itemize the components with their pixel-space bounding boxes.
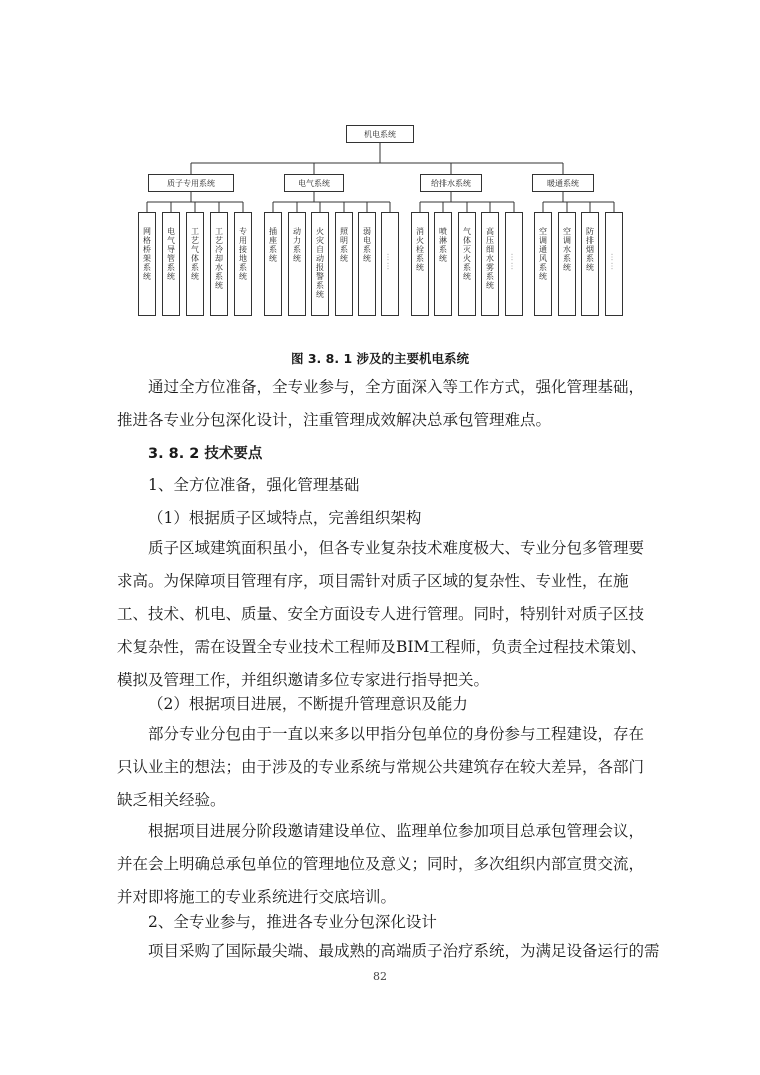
group-proton: 质子专用系统: [148, 174, 234, 192]
paragraph: 质子区域建筑面积虽小，但各专业复杂技术难度极大、专业分包多管理要求高。为保障项目管理有序，项目需针对质子区域的复杂性、专业性，在施工、技术、机电、质量、安全方面设专人进行管理。同时，特别针对质子区技术复杂性，需在设置全专业技术工程师及BIM工程师，负责全过程技术策划、模拟及管理工作，并组织邀请多位专家进行指导把关。: [117, 539, 647, 689]
paragraph: 项目采购了国际最尖端、最成熟的高端质子治疗系统，为满足设备运行的需: [148, 942, 660, 960]
root-node: 机电系统: [346, 125, 414, 143]
leaf-node: 火灾自动报警系统: [311, 212, 329, 316]
leaf-node-ellipsis: ……: [605, 212, 623, 316]
subheading: 1、全方位准备，强化管理基础: [148, 476, 360, 494]
leaf-node: 高压细水雾系统: [481, 212, 499, 316]
mep-system-diagram: [0, 0, 760, 340]
paragraph: 部分专业分包由于一直以来多以甲指分包单位的身份参与工程建设，存在只认业主的想法；由于涉及的专业系统与常规公共建筑存在较大差异，各部门缺乏相关经验。: [117, 725, 645, 809]
leaf-node: 电气导管系统: [162, 212, 180, 316]
leaf-node: 网格桥架系统: [138, 212, 156, 316]
leaf-node: 防排烟系统: [581, 212, 599, 316]
leaf-node: 工艺气体系统: [186, 212, 204, 316]
leaf-node: 专用接地系统: [234, 212, 252, 316]
leaf-node: 气体灭火系统: [458, 212, 476, 316]
leaf-node: 空调通风系统: [534, 212, 552, 316]
leaf-node: 动力系统: [288, 212, 306, 316]
group-plumbing: 给排水系统: [420, 174, 482, 192]
leaf-node: 工艺冷却水系统: [210, 212, 228, 316]
page-number: 82: [373, 970, 387, 983]
group-electrical: 电气系统: [284, 174, 344, 192]
group-hvac: 暖通系统: [532, 174, 594, 192]
leaf-node: 插座系统: [264, 212, 282, 316]
subheading: （2）根据项目进展，不断提升管理意识及能力: [148, 695, 468, 713]
leaf-node: 喷淋系统: [434, 212, 452, 316]
subheading: （1）根据质子区域特点，完善组织架构: [148, 509, 422, 527]
figure-caption: 图 3. 8. 1 涉及的主要机电系统: [291, 351, 469, 366]
section-heading: 3. 8. 2 技术要点: [148, 446, 263, 462]
subheading: 2、全专业参与，推进各专业分包深化设计: [148, 913, 437, 931]
leaf-node: 照明系统: [335, 212, 353, 316]
leaf-node: 消火栓系统: [411, 212, 429, 316]
leaf-node: 空调水系统: [558, 212, 576, 316]
diagram-connectors: [0, 0, 760, 340]
leaf-node-ellipsis: ……: [505, 212, 523, 316]
paragraph: 通过全方位准备，全专业参与，全方面深入等工作方式，强化管理基础，推进各专业分包深化设计，注重管理成效解决总承包管理难点。: [117, 378, 645, 429]
paragraph: 根据项目进展分阶段邀请建设单位、监理单位参加项目总承包管理会议，并在会上明确总承包单位的管理地位及意义；同时，多次组织内部宣贯交流，并对即将施工的专业系统进行交底培训。: [117, 822, 645, 906]
leaf-node: 弱电系统: [358, 212, 376, 316]
leaf-node-ellipsis: ……: [381, 212, 399, 316]
